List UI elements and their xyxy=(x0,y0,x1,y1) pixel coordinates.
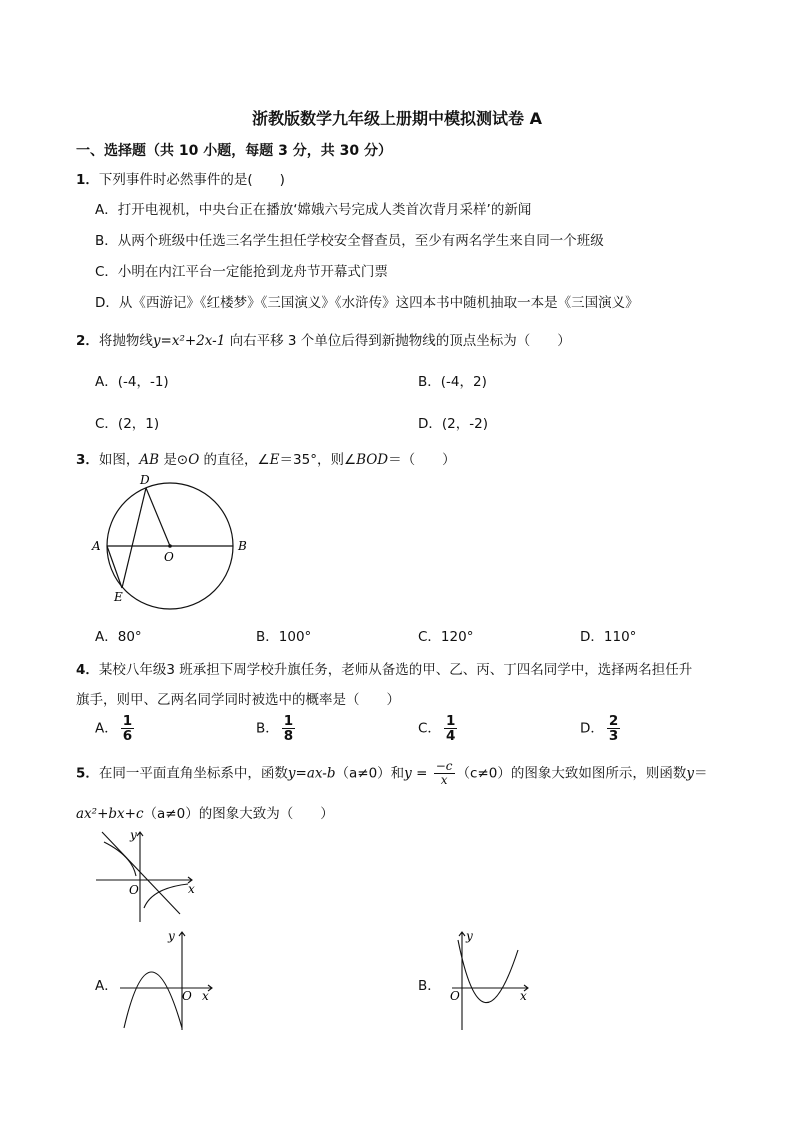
math-var: O xyxy=(188,452,200,468)
question-4 xyxy=(76,658,692,678)
line-graph xyxy=(102,832,180,914)
question-text: ＝（ ） xyxy=(388,452,456,468)
label-b: B xyxy=(238,539,247,553)
segment-de xyxy=(122,488,146,588)
y-axis-label: y xyxy=(466,929,473,943)
question-number: 3． xyxy=(76,452,99,468)
fraction xyxy=(607,714,620,743)
y-axis-label: y xyxy=(168,929,175,943)
q5-option-b-graph xyxy=(446,926,536,1032)
question-text: 的直径，∠ xyxy=(199,452,270,468)
q5-option-a-graph xyxy=(116,926,221,1032)
question-text: 向右平移 3 个单位后得到新抛物线的顶点坐标为（ ） xyxy=(225,333,571,349)
label-a: A xyxy=(92,539,101,553)
hyperbola-right xyxy=(144,884,188,908)
denominator: 8 xyxy=(283,728,294,744)
question-number: 2． xyxy=(76,333,99,349)
label-e: E xyxy=(114,590,123,604)
section-heading: 一、选择题（共 10 小题，每题 3 分，共 30 分） xyxy=(76,143,392,159)
math-expr: =x²+2x-1 xyxy=(160,333,226,349)
q3-option-c: C．120° xyxy=(418,629,474,645)
numerator: 1 xyxy=(283,713,294,729)
question-text: 将抛物线 xyxy=(98,333,153,349)
q2-option-a: A．(-4，-1) xyxy=(95,374,169,390)
label-d: D xyxy=(140,473,150,487)
math-expr: = xyxy=(411,765,432,782)
hyperbola-left xyxy=(104,842,136,876)
question-text: 某校八年级3 班承担下周学校升旗任务，老师从备选的甲、乙、丙、丁四名同学中，选择两名担任升 xyxy=(98,662,693,678)
numerator: 1 xyxy=(445,713,456,729)
question-number: 5． xyxy=(76,765,99,782)
q4-option-a xyxy=(95,714,134,743)
math-var: y xyxy=(404,765,412,782)
q5-option-b-label: B． xyxy=(418,978,441,994)
q1-option-b: B．从两个班级中任选三名学生担任学校安全督查员，至少有两名学生来自同一个班级 xyxy=(95,233,604,249)
denominator: 4 xyxy=(445,728,456,744)
numerator: −c xyxy=(435,759,453,773)
option-label: A． xyxy=(95,720,118,737)
question-1 xyxy=(76,168,285,188)
q2-option-c: C．(2，1) xyxy=(95,416,160,432)
question-number: 1． xyxy=(76,172,99,188)
math-var: AB xyxy=(139,452,160,468)
denominator: x xyxy=(440,773,448,787)
math-var: E xyxy=(269,452,280,468)
math-var: y xyxy=(686,765,694,782)
numerator: 2 xyxy=(608,713,619,729)
x-axis-label: x xyxy=(520,989,527,1003)
center-point xyxy=(168,544,172,548)
question-text: （a≠0）的图象大致为（ ） xyxy=(143,806,334,822)
fraction xyxy=(282,714,295,743)
math-var: y xyxy=(152,333,161,349)
fraction xyxy=(444,714,457,743)
option-label: B． xyxy=(256,720,279,737)
x-axis-label: x xyxy=(202,989,209,1003)
x-axis-label: x xyxy=(188,882,195,896)
question-text: 下列事件时必然事件的是( ) xyxy=(98,172,285,188)
q1-option-c: C．小明在内江平台一定能抢到龙舟节开幕式门票 xyxy=(95,264,388,280)
question-3 xyxy=(76,448,456,468)
question-text: 在同一平面直角坐标系中，函数 xyxy=(98,765,288,782)
option-label: D． xyxy=(580,720,604,737)
q3-option-b: B．100° xyxy=(256,629,312,645)
question-text: 是⊙ xyxy=(159,452,189,468)
math-expr: y=ax-b xyxy=(287,765,336,782)
q1-option-a: A．打开电视机，中央台正在播放‘嫦娥六号完成人类首次背月采样’的新闻 xyxy=(95,202,532,218)
denominator: 6 xyxy=(122,728,133,744)
option-label: C． xyxy=(418,720,441,737)
q1-option-d: D．从《西游记》《红楼梦》《三国演义》《水浒传》这四本书中随机抽取一本是《三国演义》 xyxy=(95,295,639,311)
denominator: 3 xyxy=(608,728,619,744)
math-var: BOD xyxy=(356,452,389,468)
q5-option-a-label: A． xyxy=(95,978,118,994)
circle-figure xyxy=(86,470,266,620)
origin-label: O xyxy=(129,883,139,897)
segment-do xyxy=(146,488,170,546)
q3-option-d: D．110° xyxy=(580,629,637,645)
q5-given-graph xyxy=(92,826,207,926)
page-title: 浙教版数学九年级上册期中模拟测试卷 A xyxy=(252,109,542,128)
q4-option-d xyxy=(580,714,620,743)
fraction xyxy=(121,714,134,743)
parabola-a xyxy=(124,972,182,1028)
q4-option-b xyxy=(256,714,295,743)
numerator: 1 xyxy=(122,713,133,729)
question-number: 4． xyxy=(76,662,99,678)
origin-label: O xyxy=(182,989,192,1003)
q2-option-d: D．(2，-2) xyxy=(418,416,488,432)
q4-option-c xyxy=(418,714,457,743)
fraction xyxy=(434,760,455,787)
q3-option-a: A．80° xyxy=(95,629,142,645)
question-text: ＝ xyxy=(693,765,708,782)
question-text: （c≠0）的图象大致如图所示，则函数 xyxy=(456,765,687,782)
origin-label: O xyxy=(450,989,460,1003)
question-5-line-2 xyxy=(76,802,334,822)
question-text: ＝35°，则∠ xyxy=(279,452,357,468)
question-text: 如图， xyxy=(98,452,140,468)
q2-option-b: B．(-4，2) xyxy=(418,374,487,390)
y-axis-label: y xyxy=(130,828,137,842)
question-2 xyxy=(76,329,571,349)
math-expr: ax²+bx+c xyxy=(76,806,144,822)
segment-ae xyxy=(107,546,122,588)
label-o: O xyxy=(164,550,174,564)
question-text: （a≠0）和 xyxy=(335,765,405,782)
question-5 xyxy=(76,760,707,787)
question-4-line-2: 旗手，则甲、乙两名同学同时被选中的概率是（ ） xyxy=(76,692,400,708)
parabola-b xyxy=(458,940,518,1003)
